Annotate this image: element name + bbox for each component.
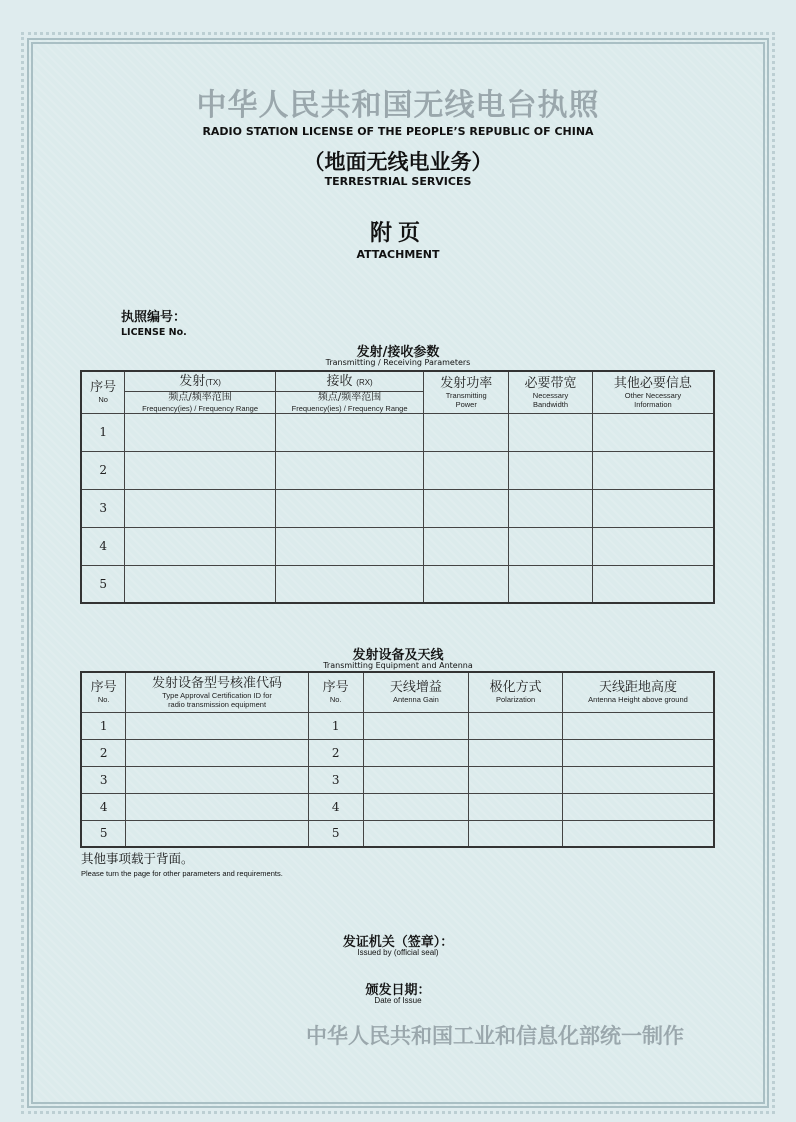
params-col-power-en2: Power <box>455 399 477 409</box>
params-col-power <box>424 371 509 413</box>
params-col-tx <box>125 371 276 391</box>
type-approval-cell <box>126 793 308 820</box>
params-col-no-cn: 序号 <box>90 380 117 396</box>
other-matters-note-en: Please turn the page for other parameters and requirements. <box>81 869 283 878</box>
type-approval-cell <box>126 739 308 766</box>
params-col-rx-cn: 接收 <box>326 373 353 389</box>
params-col-other <box>592 371 714 413</box>
table-row <box>81 565 714 603</box>
params-col-other-en1: Other Necessary <box>624 390 682 400</box>
row-number: 2 <box>81 739 126 766</box>
antenna-number: 4 <box>308 793 363 820</box>
antenna-number: 2 <box>308 739 363 766</box>
table-row <box>81 413 714 451</box>
rx-frequency-cell <box>275 527 424 565</box>
params-col-tx-sub-cn: 频点/频率范围 <box>168 391 232 403</box>
issuer-label-cn: 发证机关（签章）： <box>342 935 454 950</box>
bandwidth-cell <box>509 413 593 451</box>
table-row <box>81 793 714 820</box>
params-col-rx-sub-cn: 频点/频率范围 <box>317 391 382 403</box>
equipment-table <box>80 671 715 848</box>
bandwidth-cell <box>509 527 593 565</box>
license-number-label-en: LICENSE No. <box>121 327 187 338</box>
height-cell <box>562 739 714 766</box>
attachment-heading-en: ATTACHMENT <box>356 248 440 261</box>
equip-col-no2 <box>308 672 363 712</box>
table-row <box>81 489 714 527</box>
params-col-no-en: No <box>98 395 108 405</box>
equip-col-type <box>126 672 308 712</box>
row-number: 3 <box>81 489 125 527</box>
power-cell <box>424 451 509 489</box>
power-cell <box>424 565 509 603</box>
type-approval-cell <box>126 820 308 847</box>
table-row <box>81 451 714 489</box>
params-col-bandwidth-cn: 必要带宽 <box>524 375 577 391</box>
tx-frequency-cell <box>125 413 276 451</box>
table-row <box>81 766 714 793</box>
equip-col-height <box>562 672 714 712</box>
issue-date-label-cn: 颁发日期： <box>365 983 431 998</box>
params-col-bandwidth-en1: Necessary <box>532 390 569 400</box>
params-col-rx-tag: (RX) <box>356 377 373 387</box>
params-col-bandwidth-en2: Bandwidth <box>532 399 569 409</box>
service-subtitle-cn: （地面无线电业务） <box>303 149 493 174</box>
params-col-power-en1: Transmitting <box>445 390 487 400</box>
table-row <box>81 739 714 766</box>
params-col-bandwidth <box>509 371 593 413</box>
license-title-en: RADIO STATION LICENSE OF THE PEOPLE’S REPUBLIC OF CHINA <box>202 125 594 138</box>
equip-col-gain-en: Antenna Gain <box>392 695 439 705</box>
polarization-cell <box>469 766 563 793</box>
row-number: 4 <box>81 527 125 565</box>
gain-cell <box>363 793 469 820</box>
row-number: 1 <box>81 413 125 451</box>
antenna-number: 5 <box>308 820 363 847</box>
height-cell <box>562 766 714 793</box>
issue-date-label-en: Date of Issue <box>374 996 422 1005</box>
params-table <box>80 370 715 604</box>
equip-col-polarization <box>469 672 563 712</box>
height-cell <box>562 793 714 820</box>
table-row <box>81 527 714 565</box>
polarization-cell <box>469 739 563 766</box>
gain-cell <box>363 766 469 793</box>
params-col-rx <box>275 371 424 391</box>
params-col-other-cn: 其他必要信息 <box>613 375 692 391</box>
other-info-cell <box>592 451 714 489</box>
params-col-rx-sub <box>275 391 424 413</box>
equipment-table-title-en: Transmitting Equipment and Antenna <box>323 661 473 670</box>
params-col-power-cn: 发射功率 <box>440 375 493 391</box>
equip-col-gain-cn: 天线增益 <box>389 680 442 696</box>
license-title-cn: 中华人民共和国无线电台执照 <box>196 88 600 123</box>
other-matters-note-cn: 其他事项载于背面。 <box>81 851 194 866</box>
params-table-title-cn: 发射/接收参数 <box>356 345 440 360</box>
equip-col-polarization-en: Polarization <box>496 695 536 705</box>
power-cell <box>424 489 509 527</box>
issuer-label-en: Issued by (official seal) <box>357 948 439 957</box>
other-info-cell <box>592 489 714 527</box>
params-col-tx-sub-en: Frequency(ies) / Frequency Range <box>142 403 259 413</box>
params-col-tx-tag: (TX) <box>205 377 221 387</box>
params-col-no <box>81 371 125 413</box>
equip-col-polarization-cn: 极化方式 <box>489 680 542 696</box>
equip-col-no2-cn: 序号 <box>322 680 349 696</box>
equip-col-no2-en: No. <box>329 695 342 705</box>
rx-frequency-cell <box>275 489 424 527</box>
params-col-rx-sub-en: Frequency(ies) / Frequency Range <box>291 403 408 413</box>
equip-col-type-cn: 发射设备型号核准代码 <box>152 675 283 691</box>
row-number: 5 <box>81 565 125 603</box>
power-cell <box>424 527 509 565</box>
height-cell <box>562 712 714 739</box>
polarization-cell <box>469 712 563 739</box>
equip-col-no-cn: 序号 <box>90 680 117 696</box>
table-row <box>81 712 714 739</box>
height-cell <box>562 820 714 847</box>
row-number: 4 <box>81 793 126 820</box>
other-info-cell <box>592 413 714 451</box>
table-row <box>81 820 714 847</box>
gain-cell <box>363 739 469 766</box>
power-cell <box>424 413 509 451</box>
equip-col-type-en2: radio transmission equipment <box>168 699 267 709</box>
polarization-cell <box>469 820 563 847</box>
row-number: 5 <box>81 820 126 847</box>
equip-col-height-cn: 天线距地高度 <box>598 680 677 696</box>
params-table-title-en: Transmitting / Receiving Parameters <box>325 358 471 367</box>
other-info-cell <box>592 565 714 603</box>
gain-cell <box>363 712 469 739</box>
row-number: 2 <box>81 451 125 489</box>
params-col-tx-sub <box>125 391 276 413</box>
antenna-number: 3 <box>308 766 363 793</box>
other-info-cell <box>592 527 714 565</box>
bandwidth-cell <box>509 565 593 603</box>
license-number-label-cn: 执照编号： <box>121 310 187 325</box>
rx-frequency-cell <box>275 413 424 451</box>
bandwidth-cell <box>509 489 593 527</box>
equip-col-type-en1: Type Approval Certification ID for <box>162 690 272 700</box>
params-col-tx-cn: 发射 <box>179 373 206 389</box>
equip-col-no <box>81 672 126 712</box>
type-approval-cell <box>126 766 308 793</box>
row-number: 3 <box>81 766 126 793</box>
bandwidth-cell <box>509 451 593 489</box>
tx-frequency-cell <box>125 527 276 565</box>
params-col-other-en2: Information <box>634 399 672 409</box>
gain-cell <box>363 820 469 847</box>
type-approval-cell <box>126 712 308 739</box>
rx-frequency-cell <box>275 451 424 489</box>
attachment-heading-cn: 附页 <box>369 220 426 246</box>
polarization-cell <box>469 793 563 820</box>
tx-frequency-cell <box>125 565 276 603</box>
antenna-number: 1 <box>308 712 363 739</box>
row-number: 1 <box>81 712 126 739</box>
equipment-table-title-cn: 发射设备及天线 <box>352 648 444 663</box>
equip-col-gain <box>363 672 469 712</box>
equip-col-height-en: Antenna Height above ground <box>588 695 688 705</box>
equip-col-no-en: No. <box>97 695 110 705</box>
issuing-ministry-footer: 中华人民共和国工业和信息化部统一制作 <box>306 1024 684 1048</box>
tx-frequency-cell <box>125 489 276 527</box>
rx-frequency-cell <box>275 565 424 603</box>
tx-frequency-cell <box>125 451 276 489</box>
service-subtitle-en: TERRESTRIAL SERVICES <box>324 175 472 188</box>
